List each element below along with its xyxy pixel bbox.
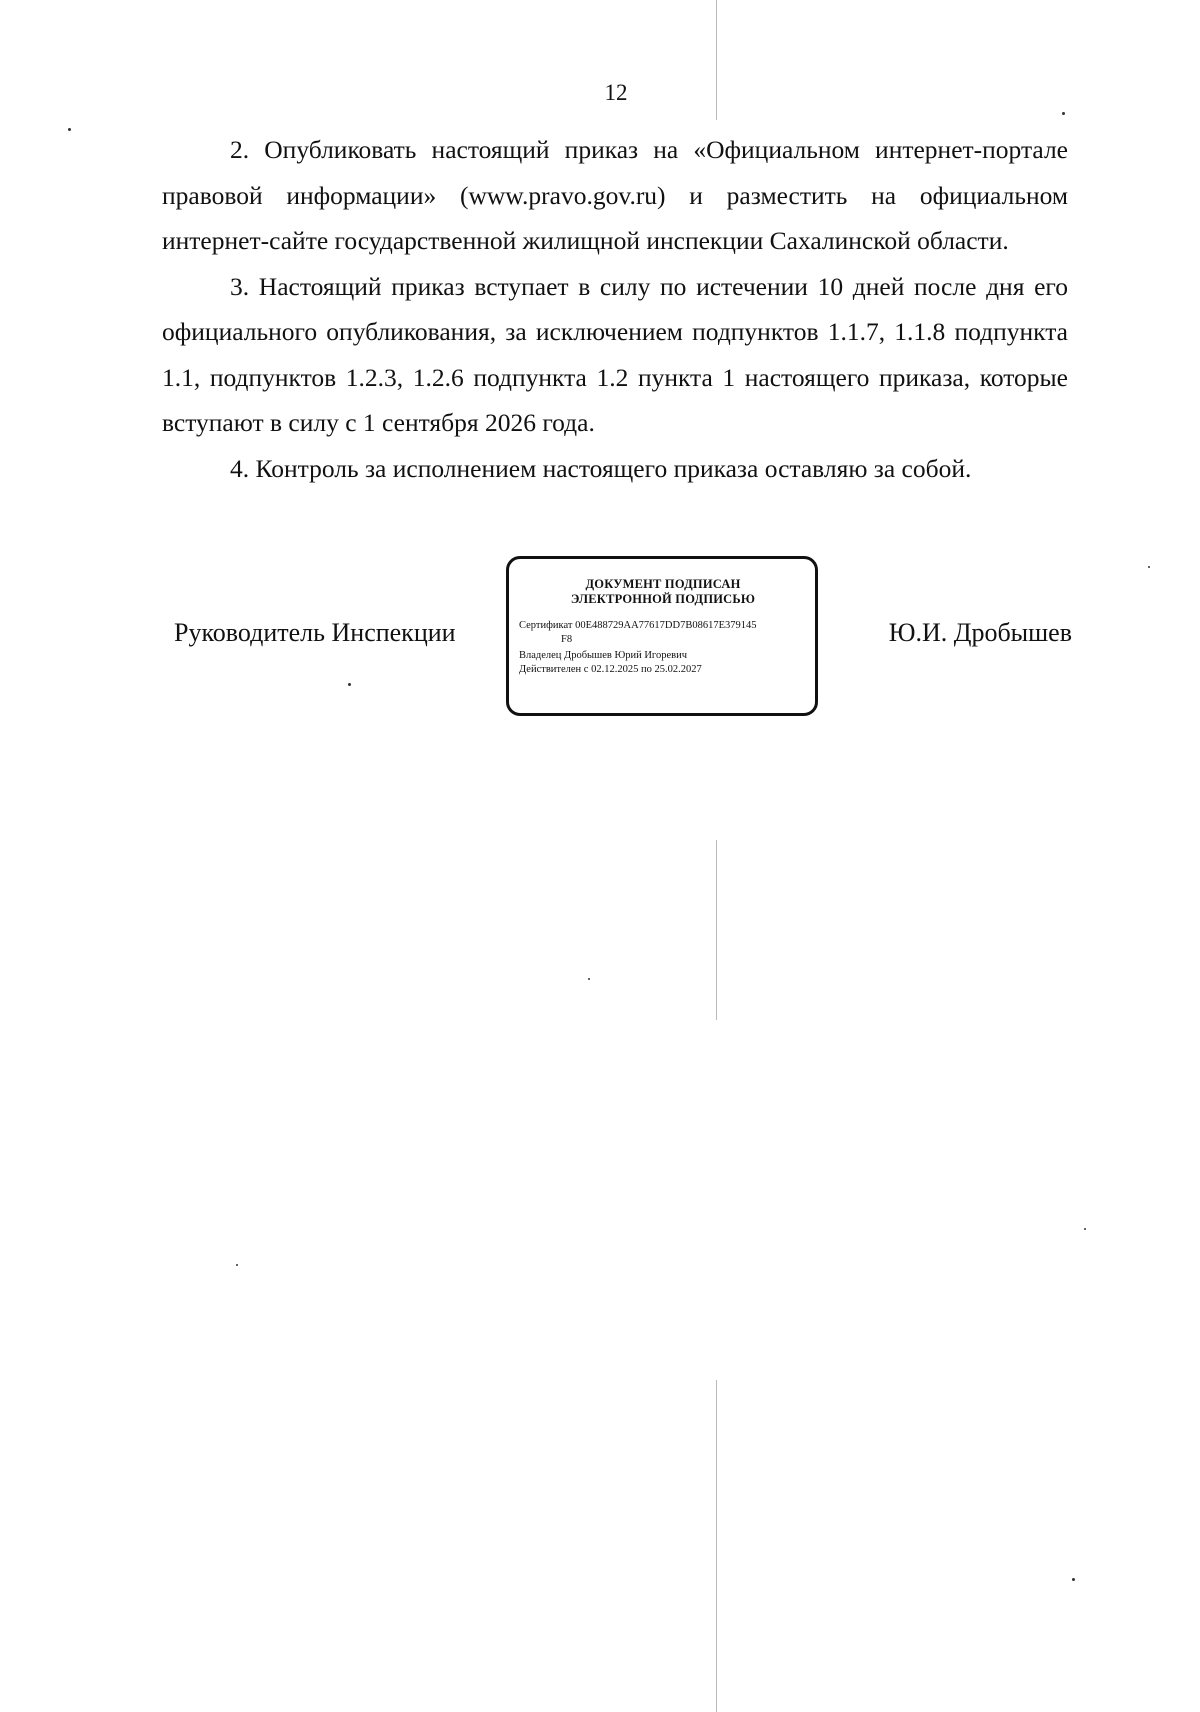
scan-fold-line bbox=[716, 840, 717, 1020]
scan-speck bbox=[1148, 566, 1150, 568]
stamp-certificate: Сертификат 00E488729AA77617DD7B08617E379145 bbox=[519, 620, 757, 631]
scan-speck bbox=[236, 1264, 238, 1266]
signer-position: Руководитель Инспекции bbox=[174, 618, 456, 647]
scan-fold-line bbox=[716, 1380, 717, 1712]
document-body bbox=[162, 127, 1068, 491]
paragraph-item-4: 4. Контроль за исполнением настоящего приказа оставляю за собой. bbox=[230, 453, 972, 483]
stamp-certificate-tail: F8 bbox=[561, 634, 573, 645]
scan-speck bbox=[1072, 1578, 1075, 1581]
paragraph-item-3: 3. Настоящий приказ вступает в силу по истечении 10 дней после дня его официального опубликования, за исключением подпунктов 1.1.7, 1.1.8 подпункта 1.1, подпунктов 1.2.3, 1.2.6 подпункта 1.2 пункта 1 настоящего приказа, которые вступают в силу с 1 сентября 2026 года. bbox=[162, 271, 1068, 437]
stamp-validity: Действителен с 02.12.2025 по 25.02.2027 bbox=[519, 664, 702, 675]
signer-name: Ю.И. Дробышев bbox=[888, 618, 1072, 647]
scan-speck bbox=[588, 978, 590, 980]
scan-speck bbox=[68, 128, 71, 131]
stamp-header-line: ЭЛЕКТРОННОЙ ПОДПИСЬЮ bbox=[570, 592, 756, 606]
electronic-signature-stamp bbox=[506, 556, 818, 716]
stamp-header-line: ДОКУМЕНТ ПОДПИСАН bbox=[585, 577, 741, 591]
paragraph-item-2: 2. Опубликовать настоящий приказ на «Официальном интернет-портале правовой информации» (www.pravo.gov.ru) и разместить на официальном интернет-сайте государственной жилищной инспекции Сахалинской области. bbox=[162, 135, 1068, 255]
stamp-owner: Владелец Дробышев Юрий Игоревич bbox=[519, 650, 687, 661]
scan-speck bbox=[348, 683, 351, 686]
scan-speck bbox=[1062, 112, 1065, 115]
page-number: 12 bbox=[604, 80, 628, 105]
scan-speck bbox=[1084, 1228, 1086, 1230]
